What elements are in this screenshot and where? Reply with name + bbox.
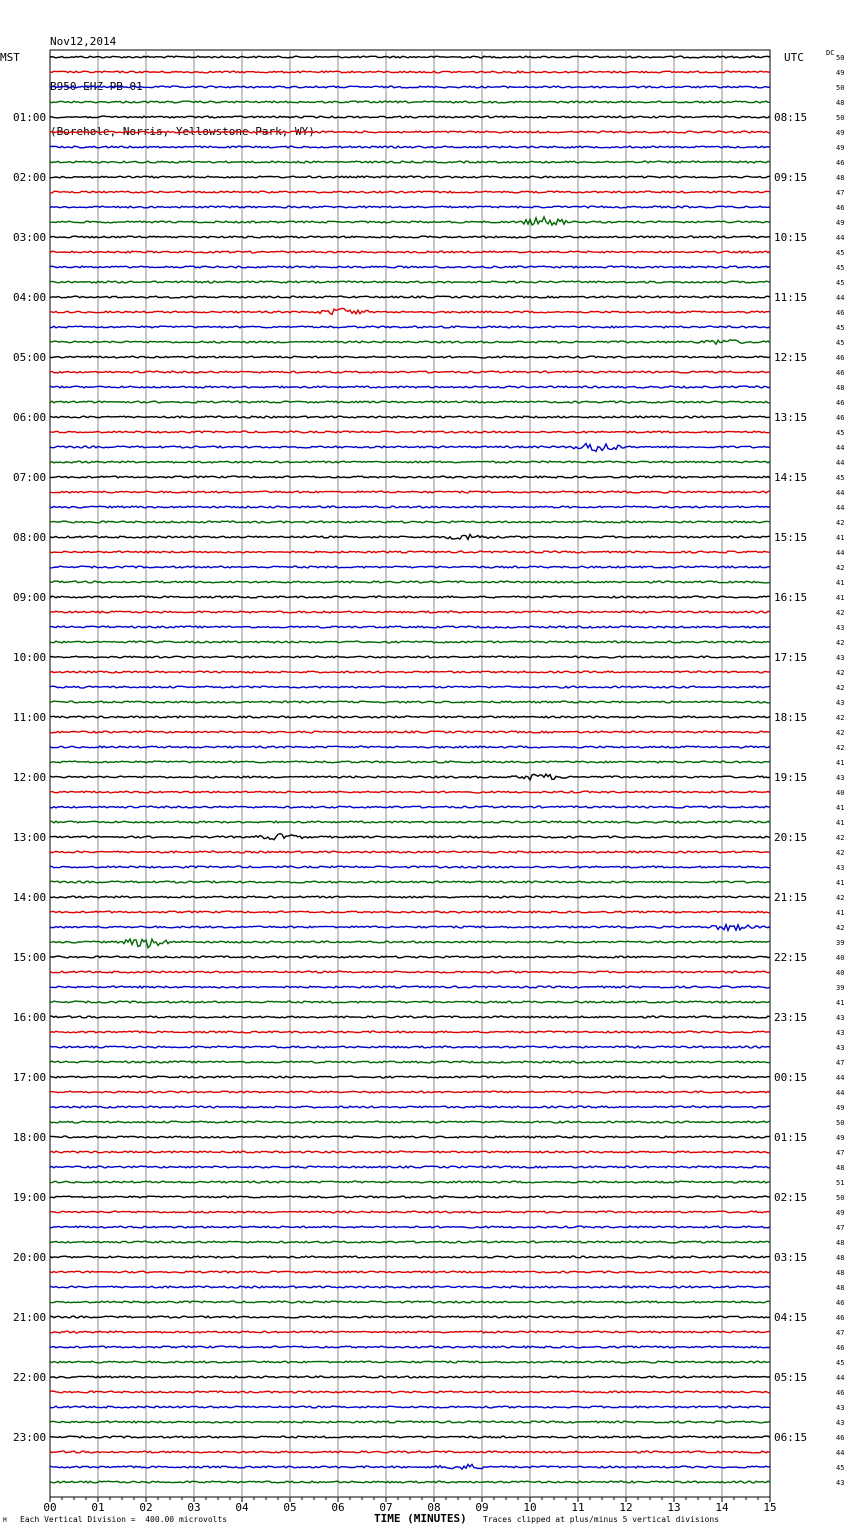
trace-line [50, 1226, 770, 1228]
trace-line [50, 416, 770, 418]
trace-line [50, 581, 770, 583]
trace-line [50, 1031, 770, 1033]
dc-offset-label: 43 [836, 1029, 845, 1037]
trace-line [50, 266, 770, 268]
dc-offset-label: 42 [836, 519, 845, 527]
trace-line [50, 1181, 770, 1183]
trace-line [50, 161, 770, 163]
x-tick-label: 13 [667, 1501, 681, 1514]
trace-line [50, 596, 770, 598]
mst-hour-label: 23:00 [13, 1431, 47, 1444]
dc-offset-label: 41 [836, 819, 845, 827]
dc-offset-label: 46 [836, 414, 845, 422]
dc-offset-label: 42 [836, 894, 845, 902]
dc-offset-label: 50 [836, 84, 845, 92]
dc-offset-label: 50 [836, 1194, 845, 1202]
trace-line [50, 1271, 770, 1273]
utc-hour-label: 04:15 [774, 1311, 808, 1324]
trace-line [50, 1001, 770, 1003]
x-tick-label: 11 [571, 1501, 585, 1514]
utc-hour-label: 13:15 [774, 411, 808, 424]
trace-line [50, 431, 770, 433]
dc-offset-label: 47 [836, 189, 845, 197]
trace-line [50, 1016, 770, 1018]
mst-hour-label: 06:00 [13, 411, 47, 424]
trace-line [50, 101, 770, 103]
dc-offset-label: 42 [836, 834, 845, 842]
trace-line [50, 1346, 770, 1348]
dc-offset-label: 49 [836, 144, 845, 152]
mst-hour-label: 19:00 [13, 1191, 47, 1204]
trace-line [50, 1076, 770, 1078]
mst-hour-label: 09:00 [13, 591, 47, 604]
trace-line [50, 340, 770, 344]
utc-hour-label: 09:15 [774, 171, 808, 184]
dc-offset-label: 43 [836, 1014, 845, 1022]
dc-offset-label: 46 [836, 1434, 845, 1442]
dc-offset-label: 42 [836, 669, 845, 677]
trace-line [50, 356, 770, 358]
trace-line [50, 1166, 770, 1168]
dc-offset-label: 49 [836, 1134, 845, 1142]
trace-line [50, 444, 770, 452]
x-tick-label: 12 [619, 1501, 633, 1514]
trace-line [50, 326, 770, 328]
trace-line [50, 746, 770, 748]
trace-line [50, 1316, 770, 1318]
location-label: (Borehole, Norris, Yellowstone Park, WY) [50, 125, 315, 138]
date-label: Nov12,2014 [50, 35, 117, 48]
dc-offset-label: 45 [836, 474, 845, 482]
dc-offset-label: 42 [836, 744, 845, 752]
utc-hour-label: 18:15 [774, 711, 808, 724]
scale-note: Each Vertical Division = 400.00 microvolts [20, 1515, 228, 1524]
trace-line [50, 1391, 770, 1393]
utc-hour-label: 10:15 [774, 231, 808, 244]
dc-offset-label: 44 [836, 294, 845, 302]
dc-offset-label: 42 [836, 684, 845, 692]
dc-offset-label: 42 [836, 924, 845, 932]
dc-offset-label: 44 [836, 1449, 845, 1457]
dc-offset-label: 51 [836, 1179, 845, 1187]
clip-note: Traces clipped at plus/minus 5 vertical divisions [483, 1515, 720, 1524]
trace-line [50, 701, 770, 703]
x-tick-label: 02 [139, 1501, 153, 1514]
dc-offset-label: 48 [836, 1269, 845, 1277]
trace-line [50, 281, 770, 283]
dc-offset-label: 40 [836, 969, 845, 977]
utc-axis-title: UTC [784, 51, 804, 64]
dc-offset-label: 45 [836, 324, 845, 332]
trace-line [50, 535, 770, 540]
mst-hour-label: 03:00 [13, 231, 47, 244]
trace-line [50, 1106, 770, 1108]
trace-line [50, 911, 770, 913]
dc-offset-label: 39 [836, 984, 845, 992]
mst-hour-label: 02:00 [13, 171, 47, 184]
dc-offset-label: 47 [836, 1149, 845, 1157]
dc-offset-label: 48 [836, 1164, 845, 1172]
trace-line [50, 686, 770, 688]
trace-line [50, 834, 770, 840]
dc-offset-label: 45 [836, 339, 845, 347]
trace-line [50, 761, 770, 763]
dc-offset-label: 41 [836, 534, 845, 542]
dc-offset-label: 44 [836, 549, 845, 557]
x-axis-label: TIME (MINUTES) [374, 1512, 467, 1525]
trace-line [50, 1121, 770, 1123]
x-tick-label: 03 [187, 1501, 201, 1514]
mst-hour-label: 16:00 [13, 1011, 47, 1024]
dc-offset-label: 49 [836, 219, 845, 227]
trace-line [50, 939, 770, 948]
trace-line [50, 671, 770, 673]
dc-offset-label: 42 [836, 714, 845, 722]
trace-line [50, 641, 770, 643]
dc-offset-label: 49 [836, 129, 845, 137]
trace-line [50, 1361, 770, 1363]
mst-hour-label: 17:00 [13, 1071, 47, 1084]
trace-line [50, 774, 770, 780]
station-label: B950 EHZ PB 01 [50, 80, 143, 93]
trace-line [50, 146, 770, 148]
x-tick-label: 00 [43, 1501, 57, 1514]
trace-line [50, 1481, 770, 1483]
dc-offset-label: 41 [836, 804, 845, 812]
dc-offset-label: 43 [836, 1419, 845, 1427]
dc-offset-label: 48 [836, 174, 845, 182]
dc-offset-label: 46 [836, 204, 845, 212]
trace-line [50, 731, 770, 733]
trace-line [50, 191, 770, 193]
dc-offset-label: 44 [836, 504, 845, 512]
mst-hour-label: 18:00 [13, 1131, 47, 1144]
utc-hour-label: 12:15 [774, 351, 808, 364]
dc-offset-label: 44 [836, 489, 845, 497]
trace-line [50, 386, 770, 388]
trace-line [50, 206, 770, 208]
trace-line [50, 956, 770, 958]
x-tick-label: 09 [475, 1501, 489, 1514]
trace-line [50, 1451, 770, 1453]
dc-offset-label: 48 [836, 384, 845, 392]
dc-offset-label: 44 [836, 1074, 845, 1082]
utc-hour-label: 05:15 [774, 1371, 808, 1384]
dc-offset-label: 44 [836, 444, 845, 452]
dc-offset-label: 43 [836, 864, 845, 872]
dc-offset-label: 48 [836, 1254, 845, 1262]
trace-line [50, 521, 770, 523]
trace-line [50, 506, 770, 508]
trace-line [50, 1331, 770, 1333]
dc-offset-label: 45 [836, 249, 845, 257]
trace-line [50, 866, 770, 868]
trace-line [50, 1211, 770, 1213]
dc-offset-label: 43 [836, 699, 845, 707]
utc-hour-label: 16:15 [774, 591, 808, 604]
trace-line [50, 1151, 770, 1153]
trace-line [50, 971, 770, 973]
mst-hour-label: 15:00 [13, 951, 47, 964]
dc-offset-label: 44 [836, 1089, 845, 1097]
dc-offset-label: 50 [836, 54, 845, 62]
dc-offset-label: 40 [836, 789, 845, 797]
mst-hour-label: 13:00 [13, 831, 47, 844]
dc-offset-label: 42 [836, 564, 845, 572]
dc-offset-label: 46 [836, 309, 845, 317]
trace-line [50, 116, 770, 118]
trace-line [50, 217, 770, 225]
dc-offset-label: 43 [836, 1044, 845, 1052]
dc-offset-label: 42 [836, 729, 845, 737]
trace-line [50, 716, 770, 718]
dc-offset-label: 45 [836, 279, 845, 287]
trace-line [50, 551, 770, 553]
x-tick-label: 15 [763, 1501, 777, 1514]
mst-axis-title: MST [0, 51, 20, 64]
trace-line [50, 1301, 770, 1303]
dc-offset-label: 49 [836, 1209, 845, 1217]
mst-hour-label: 01:00 [13, 111, 47, 124]
utc-hour-label: 03:15 [774, 1251, 808, 1264]
trace-line [50, 131, 770, 133]
dc-offset-label: 43 [836, 624, 845, 632]
utc-hour-label: 06:15 [774, 1431, 808, 1444]
mst-hour-label: 08:00 [13, 531, 47, 544]
trace-line [50, 851, 770, 853]
trace-line [50, 1406, 770, 1408]
dc-offset-label: 46 [836, 354, 845, 362]
trace-line [50, 1436, 770, 1438]
trace-line [50, 1376, 770, 1378]
dc-offset-label: 46 [836, 1314, 845, 1322]
trace-line [50, 71, 770, 73]
dc-offset-label: 48 [836, 99, 845, 107]
utc-hour-label: 20:15 [774, 831, 808, 844]
mst-hour-label: 12:00 [13, 771, 47, 784]
footer-mark: M [3, 1517, 7, 1524]
utc-hour-label: 11:15 [774, 291, 808, 304]
dc-offset-label: 45 [836, 264, 845, 272]
trace-line [50, 986, 770, 988]
trace-line [50, 476, 770, 478]
x-tick-label: 05 [283, 1501, 297, 1514]
utc-hour-label: 01:15 [774, 1131, 808, 1144]
trace-line [50, 1421, 770, 1423]
mst-hour-label: 14:00 [13, 891, 47, 904]
x-tick-label: 14 [715, 1501, 729, 1514]
trace-line [50, 566, 770, 568]
trace-line [50, 461, 770, 463]
dc-offset-label: 42 [836, 639, 845, 647]
x-tick-label: 06 [331, 1501, 345, 1514]
trace-line [50, 1061, 770, 1063]
utc-hour-label: 17:15 [774, 651, 808, 664]
dc-offset-label: 41 [836, 759, 845, 767]
dc-offset-label: 43 [836, 774, 845, 782]
dc-offset-label: 43 [836, 1479, 845, 1487]
dc-offset-label: 41 [836, 909, 845, 917]
mst-hour-label: 20:00 [13, 1251, 47, 1264]
trace-line [50, 401, 770, 403]
trace-line [50, 881, 770, 883]
trace-line [50, 1241, 770, 1243]
x-tick-label: 04 [235, 1501, 249, 1514]
trace-line [50, 308, 770, 314]
dc-offset-label: 50 [836, 1119, 845, 1127]
dc-offset-label: 50 [836, 114, 845, 122]
mst-hour-label: 07:00 [13, 471, 47, 484]
x-tick-label: 01 [91, 1501, 105, 1514]
mst-hour-label: 22:00 [13, 1371, 47, 1384]
trace-line [50, 925, 770, 931]
dc-offset-label: 48 [836, 1239, 845, 1247]
x-tick-label: 08 [427, 1501, 441, 1514]
dc-offset-label: 39 [836, 939, 845, 947]
mst-hour-label: 11:00 [13, 711, 47, 724]
trace-line [50, 491, 770, 493]
dc-offset-label: 48 [836, 1284, 845, 1292]
trace-line [50, 626, 770, 628]
dc-offset-label: 46 [836, 1344, 845, 1352]
utc-hour-label: 23:15 [774, 1011, 808, 1024]
utc-hour-label: 00:15 [774, 1071, 808, 1084]
dc-offset-label: 44 [836, 234, 845, 242]
dc-offset-label: 46 [836, 1389, 845, 1397]
trace-line [50, 806, 770, 808]
trace-line [50, 1286, 770, 1288]
utc-hour-label: 02:15 [774, 1191, 808, 1204]
utc-hour-label: 14:15 [774, 471, 808, 484]
trace-line [50, 236, 770, 238]
trace-line [50, 1464, 770, 1469]
utc-hour-label: 22:15 [774, 951, 808, 964]
trace-line [50, 56, 770, 58]
dc-offset-label: 47 [836, 1329, 845, 1337]
mst-hour-label: 05:00 [13, 351, 47, 364]
mst-hour-label: 04:00 [13, 291, 47, 304]
utc-hour-label: 15:15 [774, 531, 808, 544]
dc-offset-label: 46 [836, 399, 845, 407]
trace-line [50, 1136, 770, 1138]
utc-hour-label: 21:15 [774, 891, 808, 904]
trace-line [50, 611, 770, 613]
trace-line [50, 1256, 770, 1258]
dc-offset-label: 44 [836, 1374, 845, 1382]
trace-line [50, 1196, 770, 1198]
trace-line [50, 1046, 770, 1048]
trace-line [50, 821, 770, 823]
trace-line [50, 791, 770, 793]
dc-offset-label: 46 [836, 369, 845, 377]
x-tick-label: 07 [379, 1501, 393, 1514]
trace-line [50, 656, 770, 658]
dc-offset-label: 47 [836, 1059, 845, 1067]
dc-offset-label: 49 [836, 69, 845, 77]
dc-offset-label: 41 [836, 594, 845, 602]
dc-offset-label: 44 [836, 459, 845, 467]
dc-offset-label: 45 [836, 1464, 845, 1472]
trace-line [50, 896, 770, 898]
dc-offset-label: 46 [836, 1299, 845, 1307]
trace-line [50, 176, 770, 178]
dc-offset-label: 43 [836, 654, 845, 662]
dc-offset-label: 45 [836, 429, 845, 437]
trace-line [50, 1091, 770, 1093]
dc-offset-label: 47 [836, 1224, 845, 1232]
trace-line [50, 296, 770, 298]
dc-offset-label: 43 [836, 1404, 845, 1412]
dc-offset-label: 41 [836, 999, 845, 1007]
dc-offset-label: 41 [836, 579, 845, 587]
trace-line [50, 251, 770, 253]
utc-hour-label: 19:15 [774, 771, 808, 784]
dc-offset-label: 42 [836, 849, 845, 857]
dc-offset-label: 41 [836, 879, 845, 887]
dc-offset-label: 46 [836, 159, 845, 167]
dc-offset-label: 42 [836, 609, 845, 617]
utc-hour-label: 08:15 [774, 111, 808, 124]
dc-offset-label: 45 [836, 1359, 845, 1367]
trace-line [50, 86, 770, 88]
mst-hour-label: 21:00 [13, 1311, 47, 1324]
x-tick-label: 10 [523, 1501, 537, 1514]
dc-axis-title: DC [826, 49, 835, 57]
mst-hour-label: 10:00 [13, 651, 47, 664]
trace-line [50, 371, 770, 373]
dc-offset-label: 49 [836, 1104, 845, 1112]
dc-offset-label: 40 [836, 954, 845, 962]
